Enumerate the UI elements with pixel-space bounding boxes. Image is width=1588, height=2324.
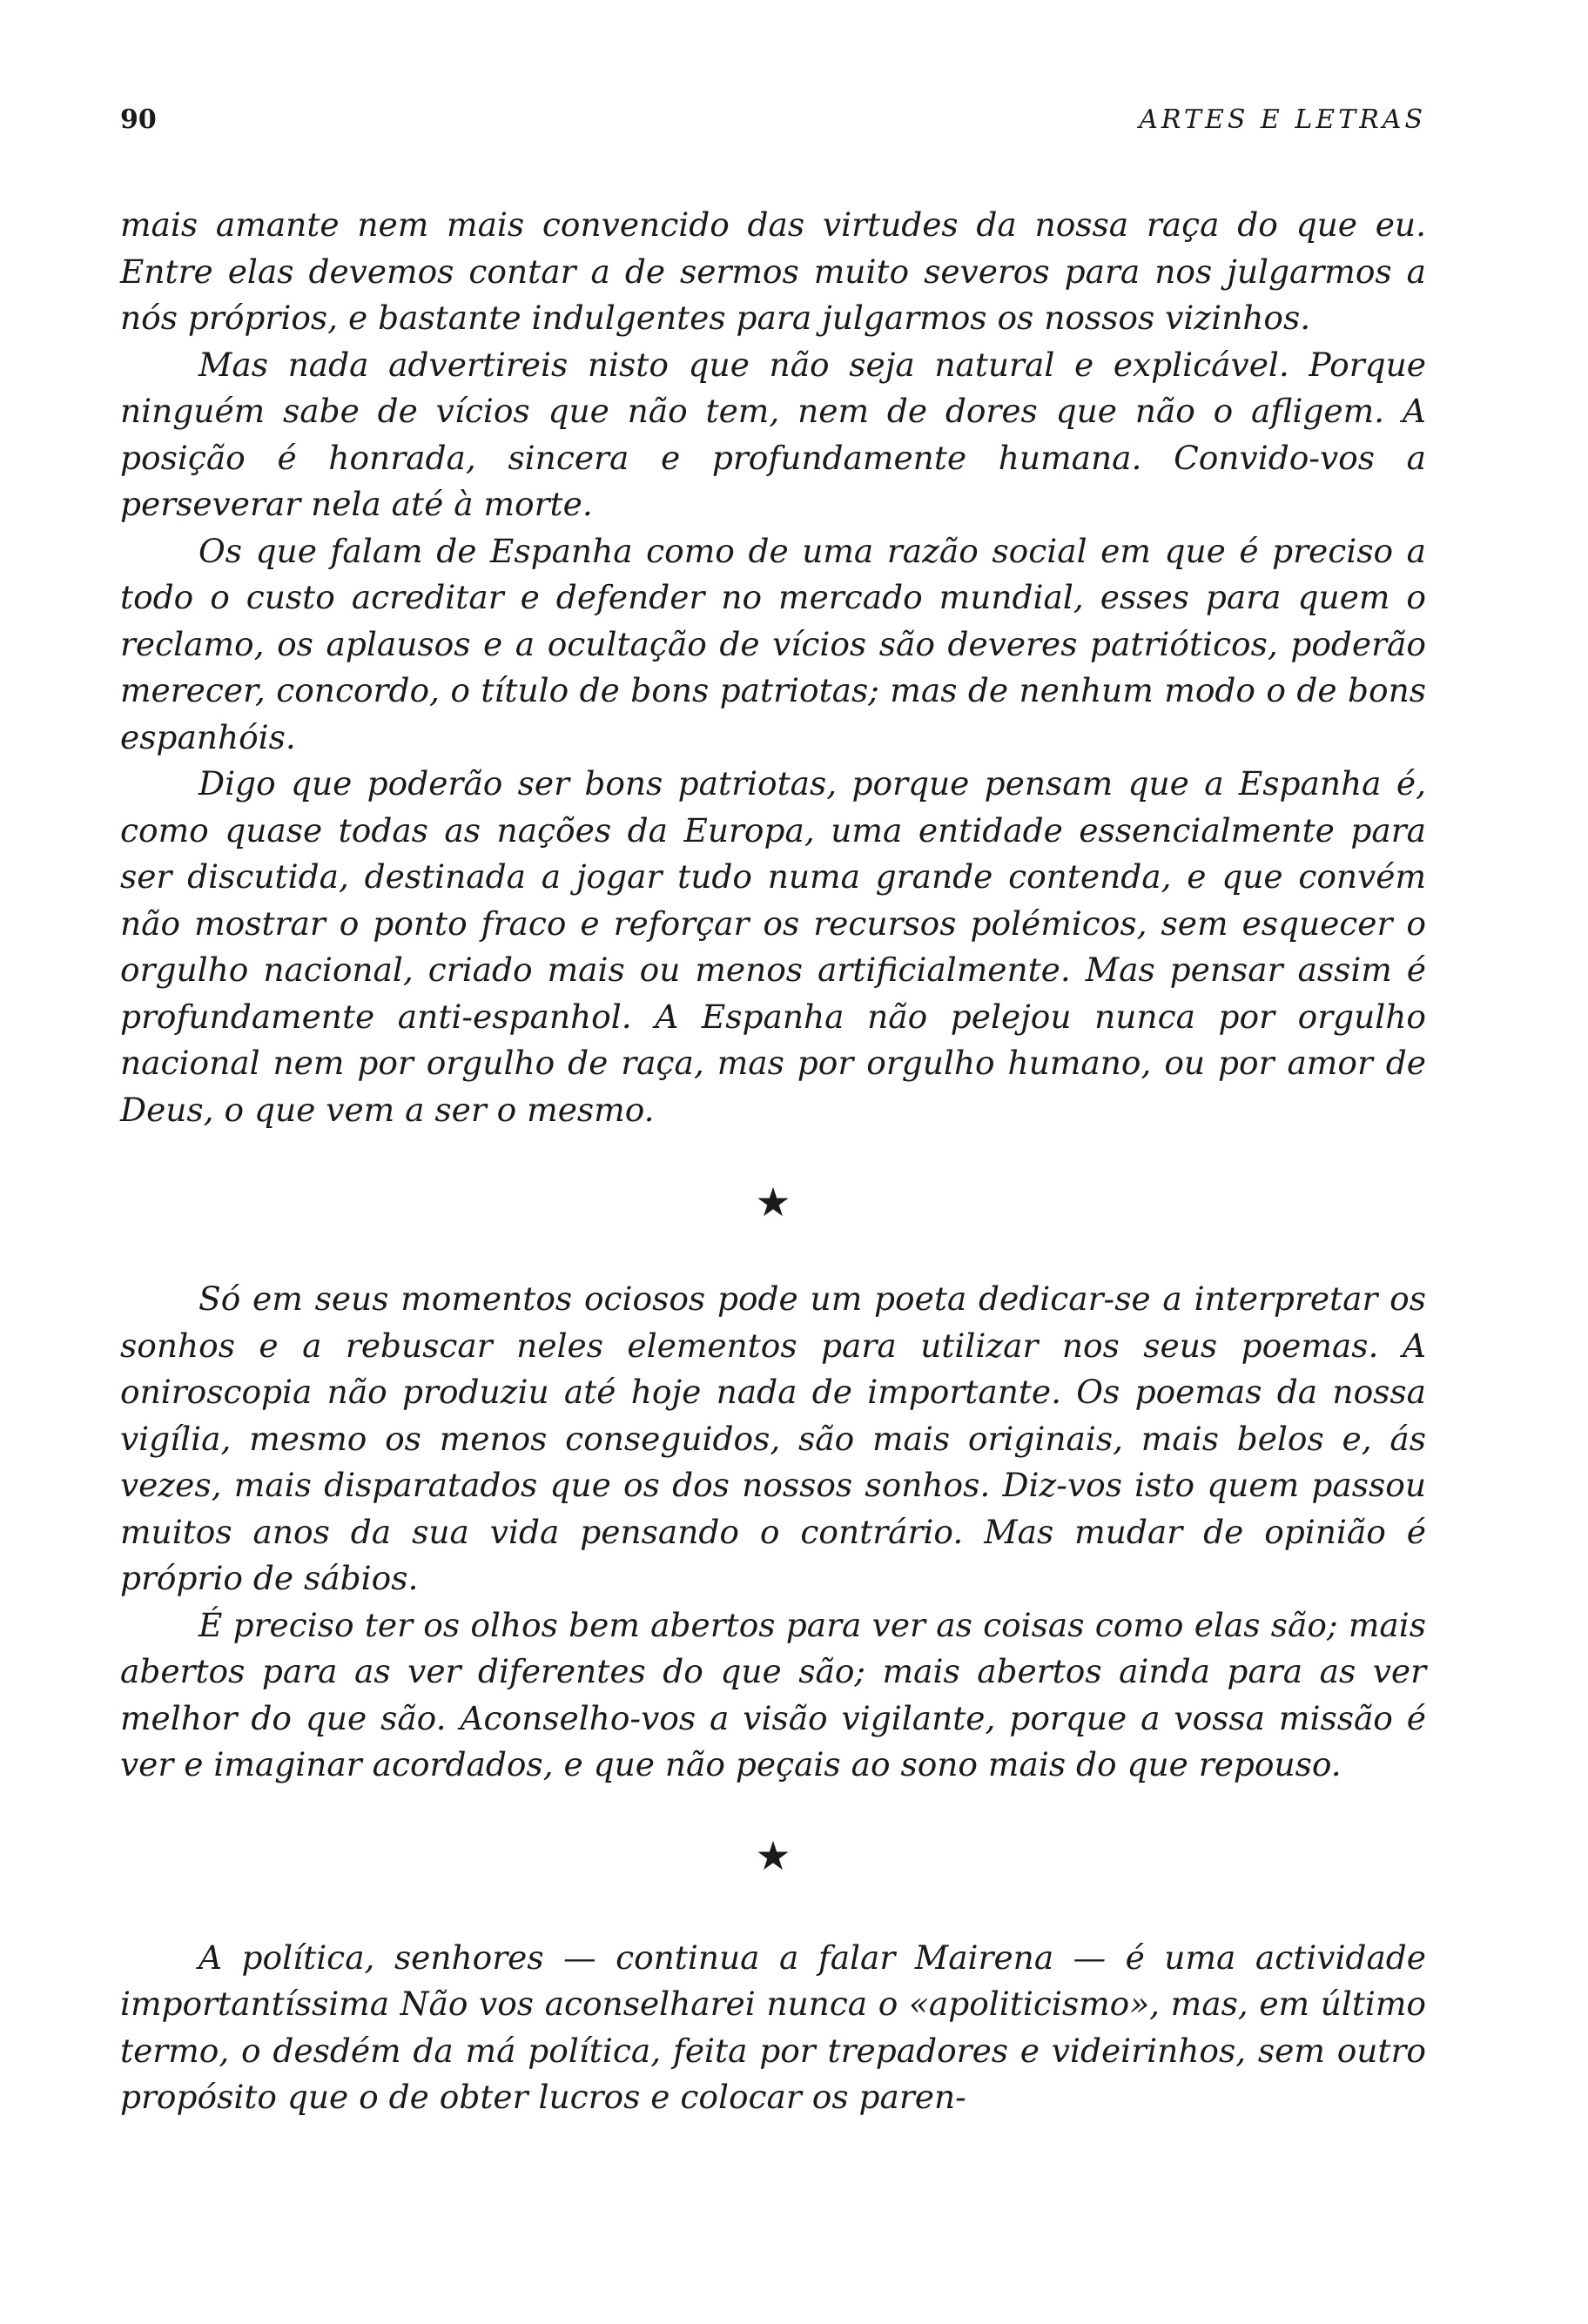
body-text bbox=[120, 202, 1426, 2121]
paragraph: A política, senhores — continua a falar Mairena — é uma actividade importantíssima Não vos aconselharei nunca o «apoliticismo», mas, em último termo, o desdém da má política, feita por trepadores e videirinhos, sem outro propósito que o de obter lucros e colocar os paren- bbox=[120, 1938, 1426, 2116]
paragraph: mais amante nem mais convencido das virtudes da nossa raça do que eu. Entre elas devemos contar a de sermos muito severos para nos julgarmos a nós próprios, e bastante indulgentes para julgarmos os nossos vizinhos. bbox=[120, 205, 1426, 337]
paragraph: É preciso ter os olhos bem abertos para ver as coisas como elas são; mais abertos para as ver diferentes do que são; mais abertos ainda para as ver melhor do que são. Aconselho-vos a visão vigilante, porque a vossa missão é ver e imaginar acordados, e que não peçais ao sono mais do que repouso. bbox=[120, 1605, 1426, 1783]
paragraph: Só em seus momentos ociosos pode um poeta dedicar-se a interpretar os sonhos e a rebuscar neles elementos para utilizar nos seus poemas. A oniroscopia não produziu até hoje nada de importante. Os poemas da nossa vigília, mesmo os menos conseguidos, são mais originais, mais belos e, ás vezes, mais disparatados que os dos nossos sonhos. Diz-vos isto quem passou muitos anos da sua vida pensando o contrário. Mas mudar de opinião é próprio de sábios. bbox=[120, 1280, 1426, 1597]
page-number: 90 bbox=[120, 104, 157, 135]
paragraph: Mas nada advertireis nisto que não seja natural e explicável. Porque ninguém sabe de vícios que não tem, nem de dores que não o afligem. A posição é honrada, sincera e profundamente humana. Convido-vos a perseverar nela até à morte. bbox=[120, 345, 1426, 523]
running-head bbox=[120, 104, 1426, 157]
section-divider-star: ★ bbox=[755, 1179, 791, 1226]
running-title: ARTES E LETRAS bbox=[1139, 104, 1426, 135]
paragraph: Os que falam de Espanha como de uma razão social em que é preciso a todo o custo acreditar e defender no mercado mundial, esses para quem o reclamo, os aplausos e a ocultação de vícios são deveres patrióticos, poderão merecer, concordo, o título de bons patriotas; mas de nenhum modo o de bons espanhóis. bbox=[120, 531, 1426, 756]
book-page bbox=[120, 104, 1426, 2121]
paragraph: Digo que poderão ser bons patriotas, porque pensam que a Espanha é, como quase todas as nações da Europa, uma entidade essencialmente para ser discutida, destinada a jogar tudo numa grande contenda, e que convém não mostrar o ponto fraco e reforçar os recursos polémicos, sem esquecer o orgulho nacional, criado mais ou menos artificialmente. Mas pensar assim é profundamente anti-espanhol. A Espanha não pelejou nunca por orgulho nacional nem por orgulho de raça, mas por orgulho humano, ou por amor de Deus, o que vem a ser o mesmo. bbox=[120, 764, 1426, 1129]
section-divider-star: ★ bbox=[755, 1831, 791, 1879]
